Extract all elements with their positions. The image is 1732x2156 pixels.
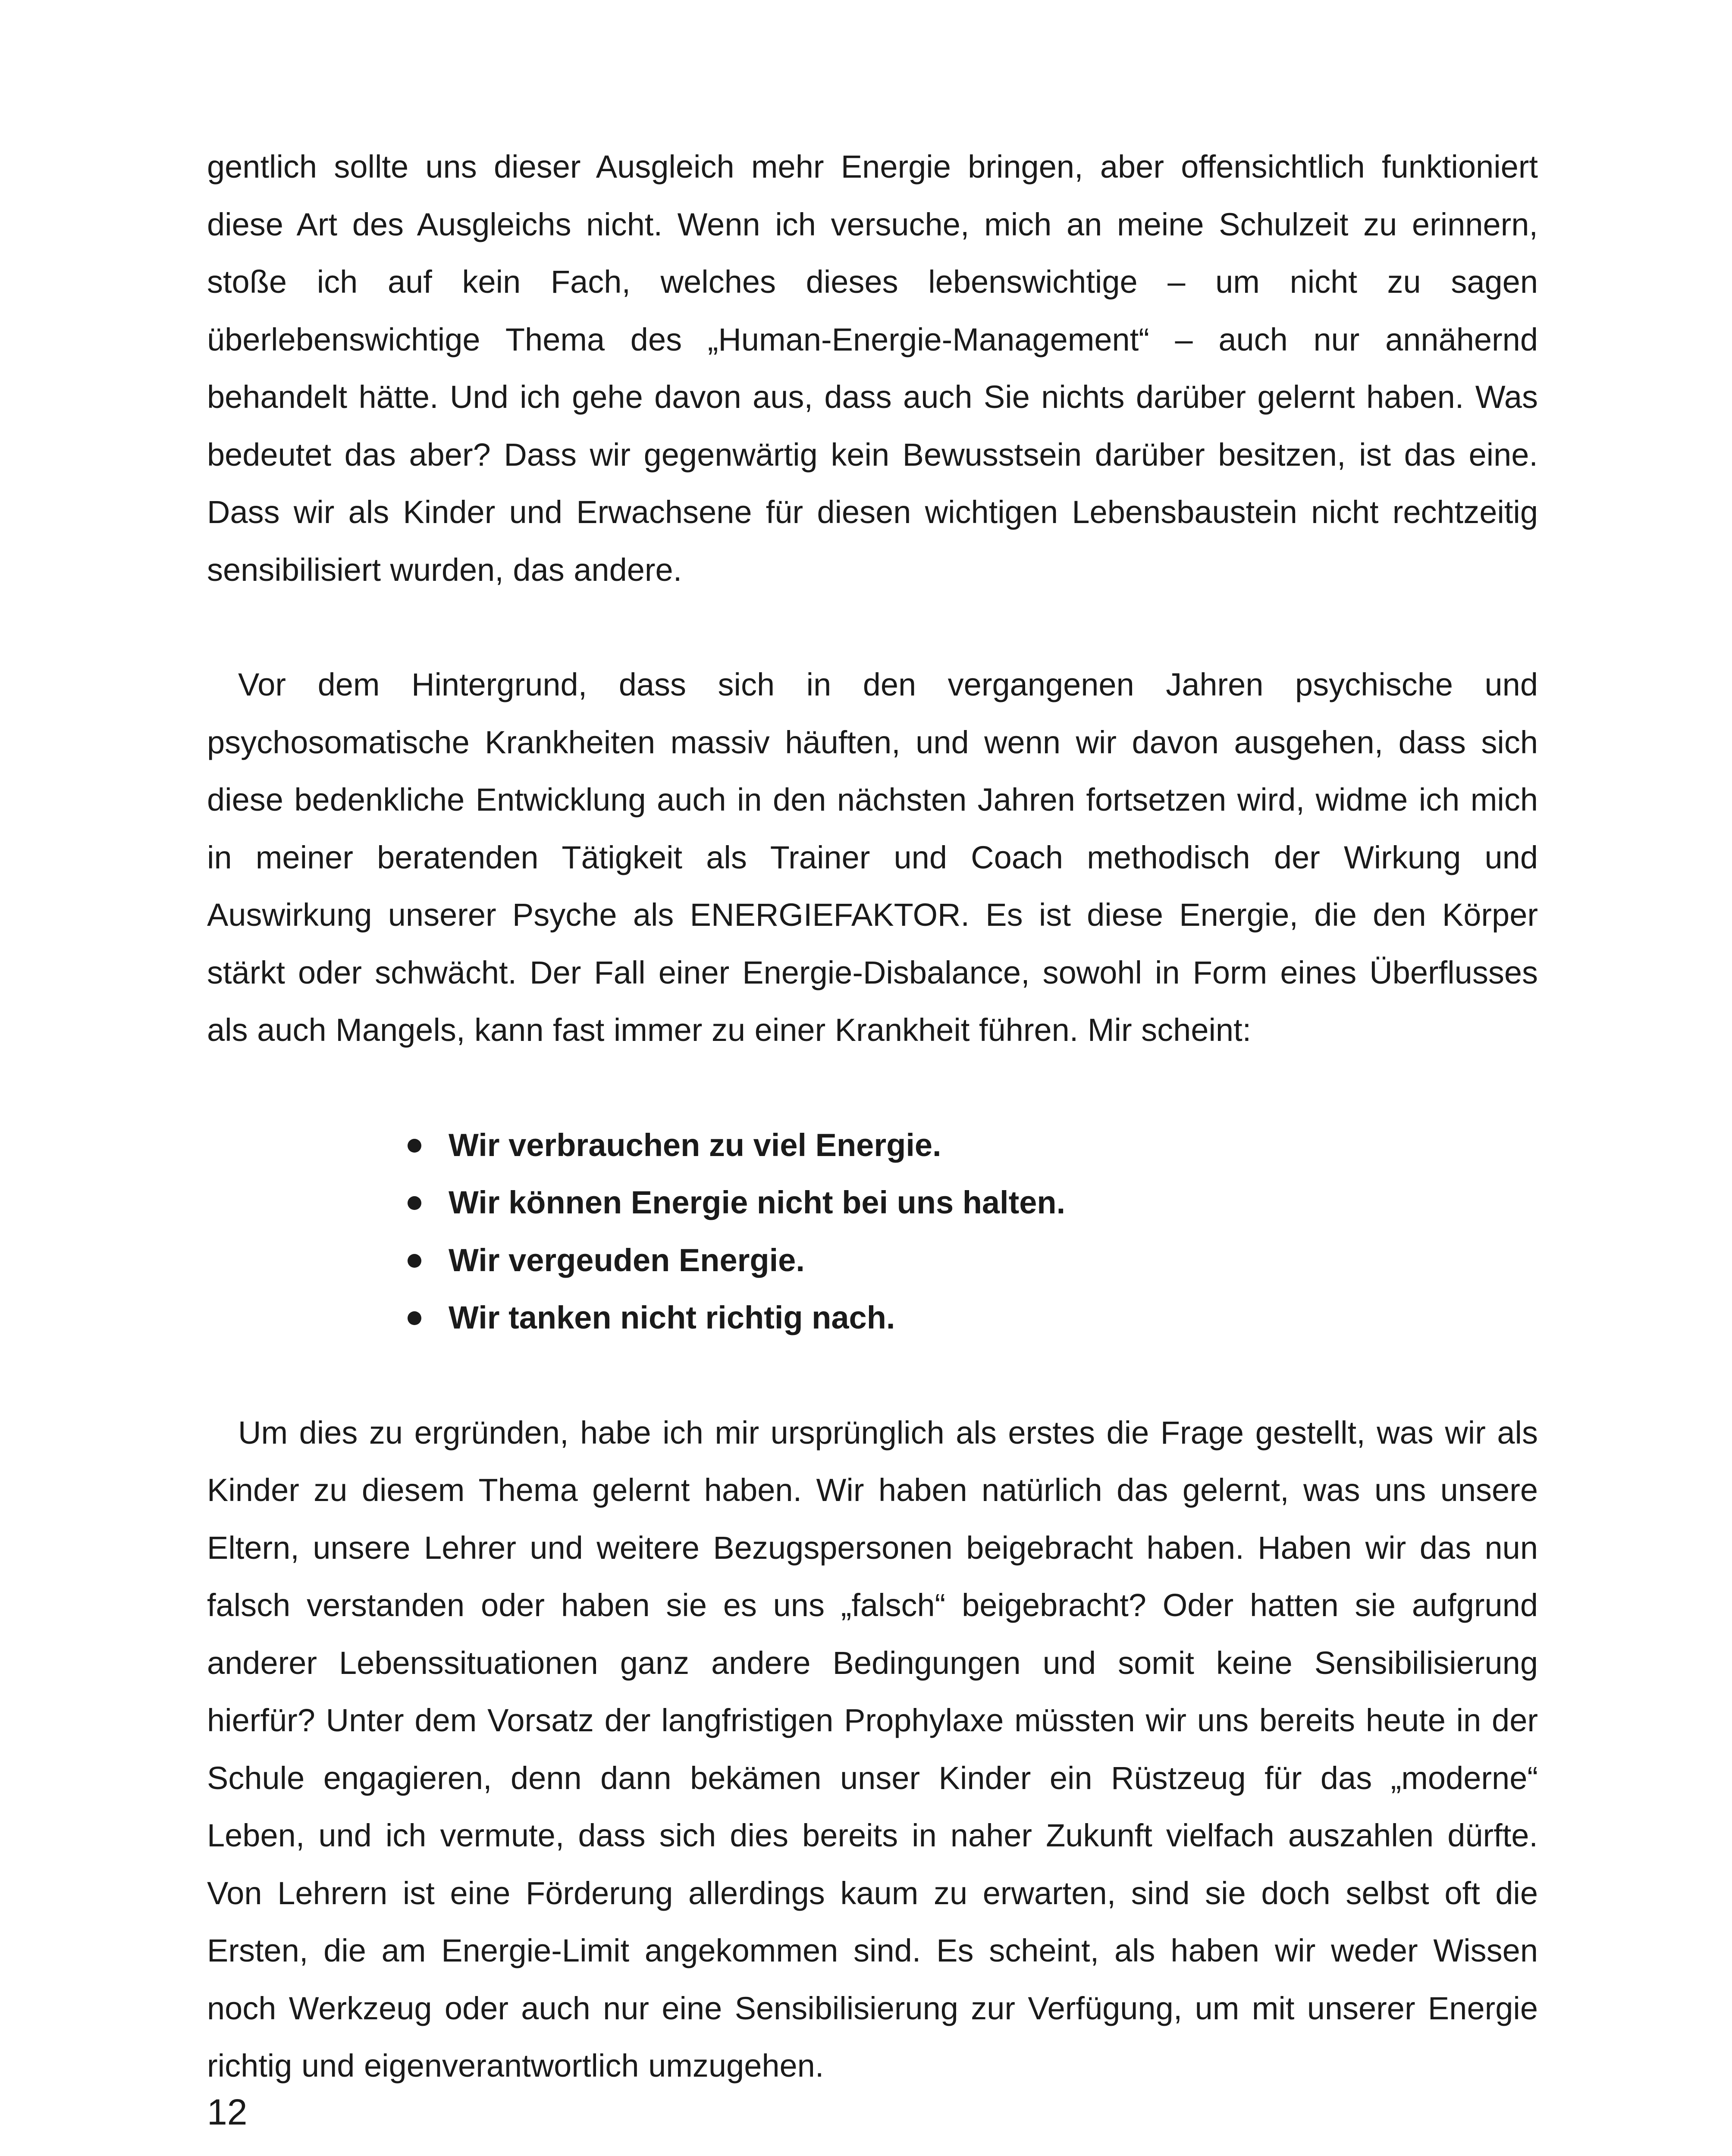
bullet-text: Wir können Energie nicht bei uns halten. xyxy=(449,1185,1066,1220)
paragraph-3: Um dies zu ergründen, habe ich mir ursprünglich als erstes die Frage gestellt, was wir als Kinder zu diesem Thema gelernt haben. Wir haben natürlich das gelernt, was uns unsere Eltern, unsere Lehrer und weitere Bezugspersonen beigebracht haben. Haben wir das nun falsch verstanden oder haben sie es uns „falsch“ beigebracht? Oder hatten sie aufgrund anderer Lebenssituationen ganz andere Bedingungen und somit keine Sensibilisierung hierfür? Unter dem Vorsatz der langfristigen Prophylaxe müssten wir uns bereits heute in der Schule engagieren, denn dann bekämen unser Kinder ein Rüstzeug für das „moderne“ Leben, und ich vermute, dass sich dies bereits in naher Zukunft vielfach auszahlen dürfte. Von Lehrern ist eine Förderung allerdings kaum zu erwarten, sind sie doch selbst oft die Ersten, die am Energie-Limit angekommen sind. Es scheint, als haben wir weder Wissen noch Werkzeug oder auch nur eine Sensibilisierung zur Verfügung, um mit unserer Energie richtig und eigenverantwortlich umzugehen. xyxy=(207,1414,1538,2084)
paragraph-2: Vor dem Hintergrund, dass sich in den vergangenen Jahren psychische und psychosomatische Krankheiten massiv häuften, und wenn wir davon ausgehen, dass sich diese bedenkliche Entwicklung auch in den nächsten Jahren fortsetzen wird, widme ich mich in meiner beratenden Tätigkeit als Trainer und Coach methodisch der Wirkung und Auswirkung unserer Psyche als ENERGIEFAKTOR. Es ist diese Energie, die den Körper stärkt oder schwächt. Der Fall einer Energie-Disbalance, sowohl in Form eines Überflusses als auch Mangels, kann fast immer zu einer Krankheit führen. Mir scheint: xyxy=(207,667,1538,1048)
bullet-text: Wir verbrauchen zu viel Energie. xyxy=(449,1127,941,1163)
bullet-item xyxy=(408,1232,1538,1289)
bullet-item xyxy=(408,1116,1538,1174)
bullet-dot-icon xyxy=(408,1311,421,1325)
page-number: 12 xyxy=(207,2092,248,2132)
bullet-dot-icon xyxy=(408,1196,421,1210)
bullet-item xyxy=(408,1289,1538,1347)
bullet-list xyxy=(207,1116,1538,1347)
bullet-dot-icon xyxy=(408,1254,421,1268)
paragraph-1: gentlich sollte uns dieser Ausgleich mehr Energie bringen, aber offensichtlich funktioniert diese Art des Ausgleichs nicht. Wenn ich versuche, mich an meine Schulzeit zu erinnern, stoße ich auf kein Fach, welches dieses lebenswichtige – um nicht zu sagen überlebenswichtige Thema des „Human-Energie-Management“ – auch nur annähernd behandelt hätte. Und ich gehe davon aus, dass auch Sie nichts darüber gelernt haben. Was bedeutet das aber? Dass wir gegenwärtig kein Bewusstsein darüber besitzen, ist das eine. Dass wir als Kinder und Erwachsene für diesen wichtigen Lebensbaustein nicht rechtzeitig sensibilisiert wurden, das andere. xyxy=(207,149,1538,588)
bullet-text: Wir tanken nicht richtig nach. xyxy=(449,1300,895,1335)
bullet-dot-icon xyxy=(408,1139,421,1153)
page-body xyxy=(207,138,1538,2095)
bullet-text: Wir vergeuden Energie. xyxy=(449,1242,805,1278)
bullet-item xyxy=(408,1174,1538,1232)
